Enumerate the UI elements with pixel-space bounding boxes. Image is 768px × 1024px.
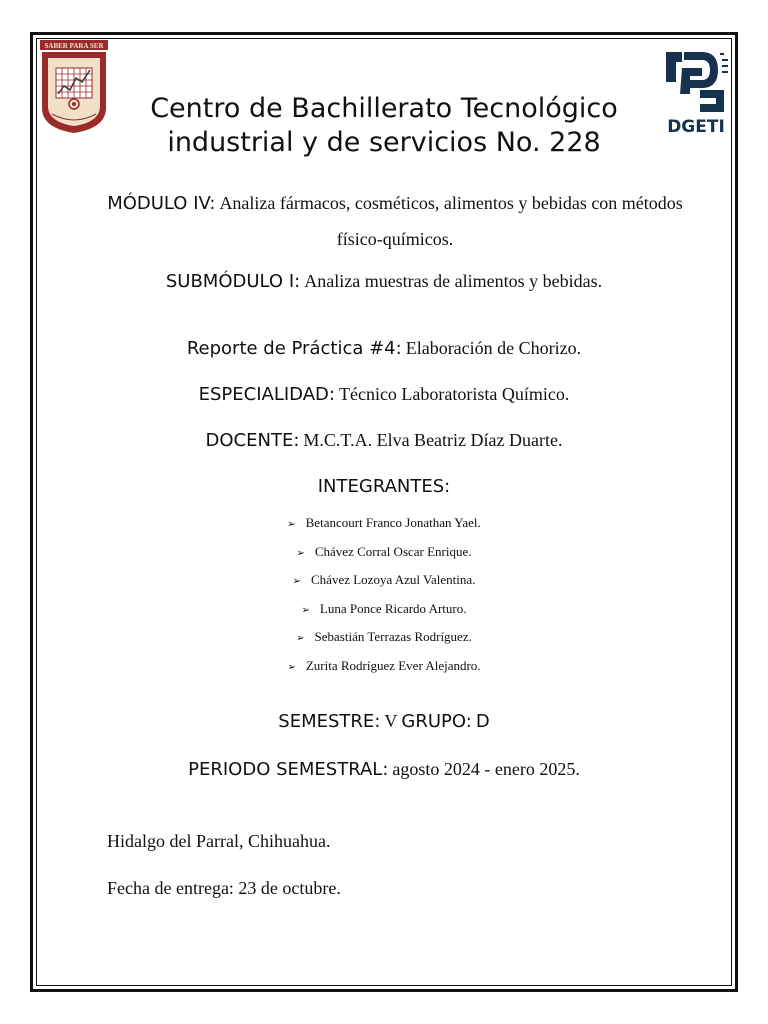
fecha-entrega: Fecha de entrega: 23 de octubre.: [107, 878, 341, 898]
reporte-label: Reporte de Práctica #4: [186, 338, 396, 359]
dgeti-logo-text: DGETI: [667, 117, 725, 136]
semestre-section: SEMESTRE: V GRUPO: D: [278, 711, 490, 732]
reporte-section: Reporte de Práctica #4: Elaboración de Chorizo.: [186, 338, 582, 359]
list-item: ➢ Zurita Rodríguez Ever Alejandro.: [287, 657, 481, 673]
grupo-value: D: [475, 711, 490, 732]
modulo-value: Analiza fármacos, cosméticos, alimentos y bebidas con métodos físico-químicos.: [219, 193, 683, 249]
list-item: ➢ Luna Ponce Ricardo Arturo.: [301, 600, 467, 616]
arrow-bullet-icon: ➢: [292, 576, 301, 587]
especialidad-section: ESPECIALIDAD: Técnico Laboratorista Químico.: [198, 384, 570, 405]
arrow-bullet-icon: ➢: [296, 633, 305, 644]
submodulo-section: SUBMÓDULO I: Analiza muestras de alimentos y bebidas.: [165, 271, 603, 292]
list-item: ➢ Chávez Lozoya Azul Valentina.: [292, 572, 476, 587]
school-title-line2: industrial y de servicios No. 228: [167, 127, 601, 158]
periodo-section: PERIODO SEMESTRAL: agosto 2024 - enero 2025.: [188, 759, 580, 780]
especialidad-value: Técnico Laboratorista Químico.: [338, 384, 570, 404]
list-item: ➢ Chávez Corral Oscar Enrique.: [296, 543, 472, 559]
list-item: ➢ Sebastián Terrazas Rodríguez.: [296, 629, 472, 644]
location-text: Hidalgo del Parral, Chihuahua.: [107, 831, 331, 851]
modulo-section: MÓDULO IV: Analiza fármacos, cosméticos, alimentos y bebidas con métodos físico-químicos.: [107, 193, 683, 249]
especialidad-label: ESPECIALIDAD: [198, 384, 329, 405]
docente-label: DOCENTE: [205, 430, 294, 451]
docente-section: DOCENTE: M.C.T.A. Elva Beatriz Díaz Duarte.: [205, 430, 563, 451]
arrow-bullet-icon: ➢: [296, 547, 305, 559]
submodulo-value: Analiza muestras de alimentos y bebidas.: [304, 271, 603, 291]
semestre-label: SEMESTRE: [278, 711, 375, 732]
arrow-bullet-icon: ➢: [287, 661, 296, 673]
school-title-line1: Centro de Bachillerato Tecnológico: [150, 93, 618, 124]
integrantes-list: [0, 510, 768, 681]
reporte-value: Elaboración de Chorizo.: [405, 338, 582, 358]
semestre-value: V: [384, 711, 398, 731]
periodo-label: PERIODO SEMESTRAL: [188, 759, 383, 780]
school-title: [0, 92, 768, 160]
grupo-label: GRUPO: [401, 711, 466, 732]
arrow-bullet-icon: ➢: [301, 604, 310, 616]
modulo-label: MÓDULO IV: [107, 193, 210, 214]
integrantes-heading: INTEGRANTES:: [317, 476, 451, 497]
list-item: ➢ Betancourt Franco Jonathan Yael.: [287, 515, 481, 530]
docente-value: M.C.T.A. Elva Beatriz Díaz Duarte.: [303, 430, 563, 450]
submodulo-label: SUBMÓDULO I: [165, 271, 295, 292]
periodo-value: agosto 2024 - enero 2025.: [392, 759, 580, 779]
arrow-bullet-icon: ➢: [287, 519, 296, 530]
seal-motto: SABER PARA SER: [44, 42, 104, 50]
